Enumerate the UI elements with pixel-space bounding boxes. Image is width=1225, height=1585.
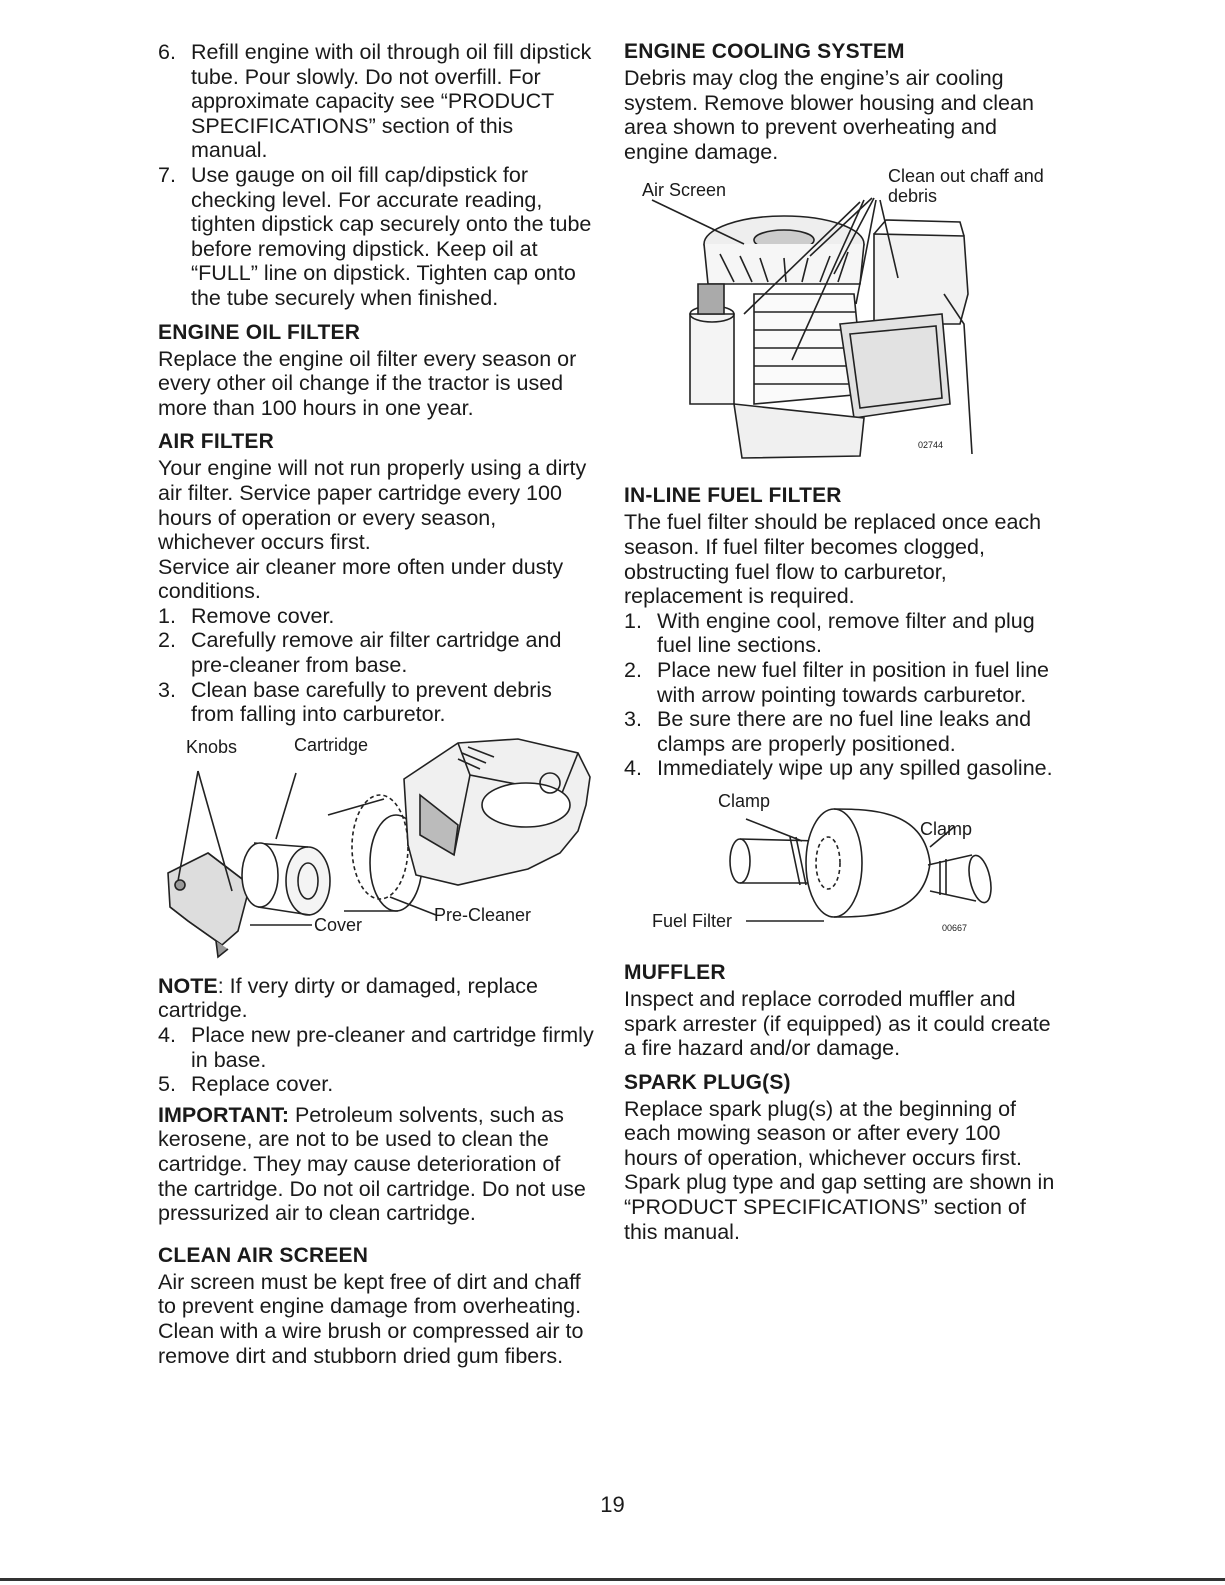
step-text: Immediately wipe up any spilled gasoline. [657,756,1053,781]
section-heading-spark-plug: SPARK PLUG(S) [624,1070,791,1094]
left-column [158,40,594,1368]
air-filter-figure [158,735,594,970]
intro-steps [158,40,594,311]
step-number: 3. [624,707,642,732]
important-label: IMPORTANT: [158,1102,289,1127]
list-item [624,609,1060,658]
list-item [158,604,594,629]
air-filter-steps [158,604,594,727]
section-heading-cooling: ENGINE COOLING SYSTEM [624,40,905,63]
step-number: 2. [158,628,176,653]
step-number: 7. [158,162,176,187]
page-bottom-rule [0,1578,1225,1581]
right-column [624,40,1060,1244]
step-text: With engine cool, remove filter and plug fuel line sections. [657,608,1035,658]
step-number: 4. [624,756,642,781]
list-item [158,678,594,727]
fuel-filter-figure [624,791,1060,951]
list-item [158,1023,594,1072]
list-item [624,707,1060,756]
figure-code: 02744 [918,440,944,451]
figure-label-air-screen: Air Screen [642,180,727,201]
list-item [158,40,594,163]
section-heading-oil-filter: ENGINE OIL FILTER [158,320,361,344]
section-heading-fuel-filter: IN-LINE FUEL FILTER [624,484,842,508]
muffler-text: Inspect and replace corroded muffler and spark arrester (if equipped) as it could create a fire hazard and/or damage. [624,986,1051,1061]
figure-label-clamp-1: Clamp [718,790,771,811]
note-label: NOTE [158,973,218,998]
figure-label-clamp-2: Clamp [920,818,973,839]
step-text: Refill engine with oil through oil fill dipstick tube. Pour slowly. Do not overfill. For approximate capacity see “PRODUCT SPECIFICATIONS” section of this manual. [191,40,592,163]
important-paragraph [158,1103,594,1226]
step-text: Carefully remove air filter cartridge and pre-cleaner from base. [191,628,562,678]
air-filter-illustration [158,735,594,970]
figure-label-pre-cleaner: Pre-Cleaner [434,904,532,925]
section-heading-muffler: MUFFLER [624,960,726,984]
figure-code: 00667 [942,922,968,933]
list-item [624,756,1060,781]
engine-illustration [624,174,1060,474]
cooling-text: Debris may clog the engine’s air cooling system. Remove blower housing and clean area shown to prevent overheating and engine damage. [624,66,1034,164]
step-text: Replace cover. [191,1072,334,1097]
air-screen-text: Air screen must be kept free of dirt and chaff to prevent engine damage from overheating. Clean with a wire brush or compressed air to remove dirt and stubborn dried gum fibers. [158,1269,584,1368]
step-text: Remove cover. [191,603,335,628]
step-text: Use gauge on oil fill cap/dipstick for checking level. For accurate reading, tighten dipstick cap securely onto the tube before removing dipstick. Keep oil at “FULL” line on dipstick. Tighten cap onto the tube securely when finished. [191,162,592,310]
step-text: Clean base carefully to prevent debris from falling into carburetor. [191,677,552,727]
step-number: 5. [158,1072,176,1097]
figure-label-cartridge: Cartridge [294,734,369,755]
step-text: Be sure there are no fuel line leaks and clamps are properly positioned. [657,707,1032,756]
section-heading-air-filter: AIR FILTER [158,430,274,454]
step-number: 1. [158,603,176,628]
air-filter-steps-2 [158,1023,594,1097]
air-filter-paragraph-2: Service air cleaner more often under dusty conditions. [158,554,564,604]
step-number: 2. [624,657,642,682]
figure-label-clean-out: Clean out chaff and debris [888,166,1044,207]
step-number: 6. [158,40,176,64]
section-heading-air-screen: CLEAN AIR SCREEN [158,1243,369,1267]
note-paragraph [158,974,594,1023]
note-text: : If very dirty or damaged, replace cartridge. [158,973,538,1023]
step-number: 3. [158,677,176,702]
page-number: 19 [600,1492,625,1517]
step-number: 1. [624,608,642,633]
fuel-filter-steps [624,609,1060,781]
oil-filter-text: Replace the engine oil filter every season or every other oil change if the tractor is used more than 100 hours in one year. [158,346,577,420]
figure-label-fuel-filter: Fuel Filter [652,910,733,931]
fuel-filter-text: The fuel filter should be replaced once each season. If fuel filter becomes clogged, obstructing fuel flow to carburetor, replacement is required. [624,510,1042,609]
figure-label-knobs: Knobs [186,736,238,757]
list-item [158,1072,594,1097]
air-filter-paragraph-1: Your engine will not run properly using a dirty air filter. Service paper cartridge every 100 hours of operation or every season, whichever occurs first. [158,456,587,555]
spark-plug-text: Replace spark plug(s) at the beginning of each mowing season or after every 100 hours of operation, whichever occurs first. Spark plug type and gap setting are shown in “PRODUCT SPECIFICATIONS” section of this manual. [624,1096,1055,1244]
important-text: Petroleum solvents, such as kerosene, are not to be used to clean the cartridge. They may cause deterioration of the cartridge. Do not oil cartridge. Do not use pressurized air to clean cartridge. [158,1102,586,1226]
step-text: Place new pre-cleaner and cartridge firmly in base. [191,1023,594,1072]
step-text: Place new fuel filter in position in fuel line with arrow pointing towards carburetor. [657,657,1049,707]
engine-figure [624,166,1060,474]
list-item [158,628,594,677]
step-number: 4. [158,1023,176,1048]
figure-label-cover: Cover [314,914,363,935]
list-item [158,163,594,311]
list-item [624,658,1060,707]
